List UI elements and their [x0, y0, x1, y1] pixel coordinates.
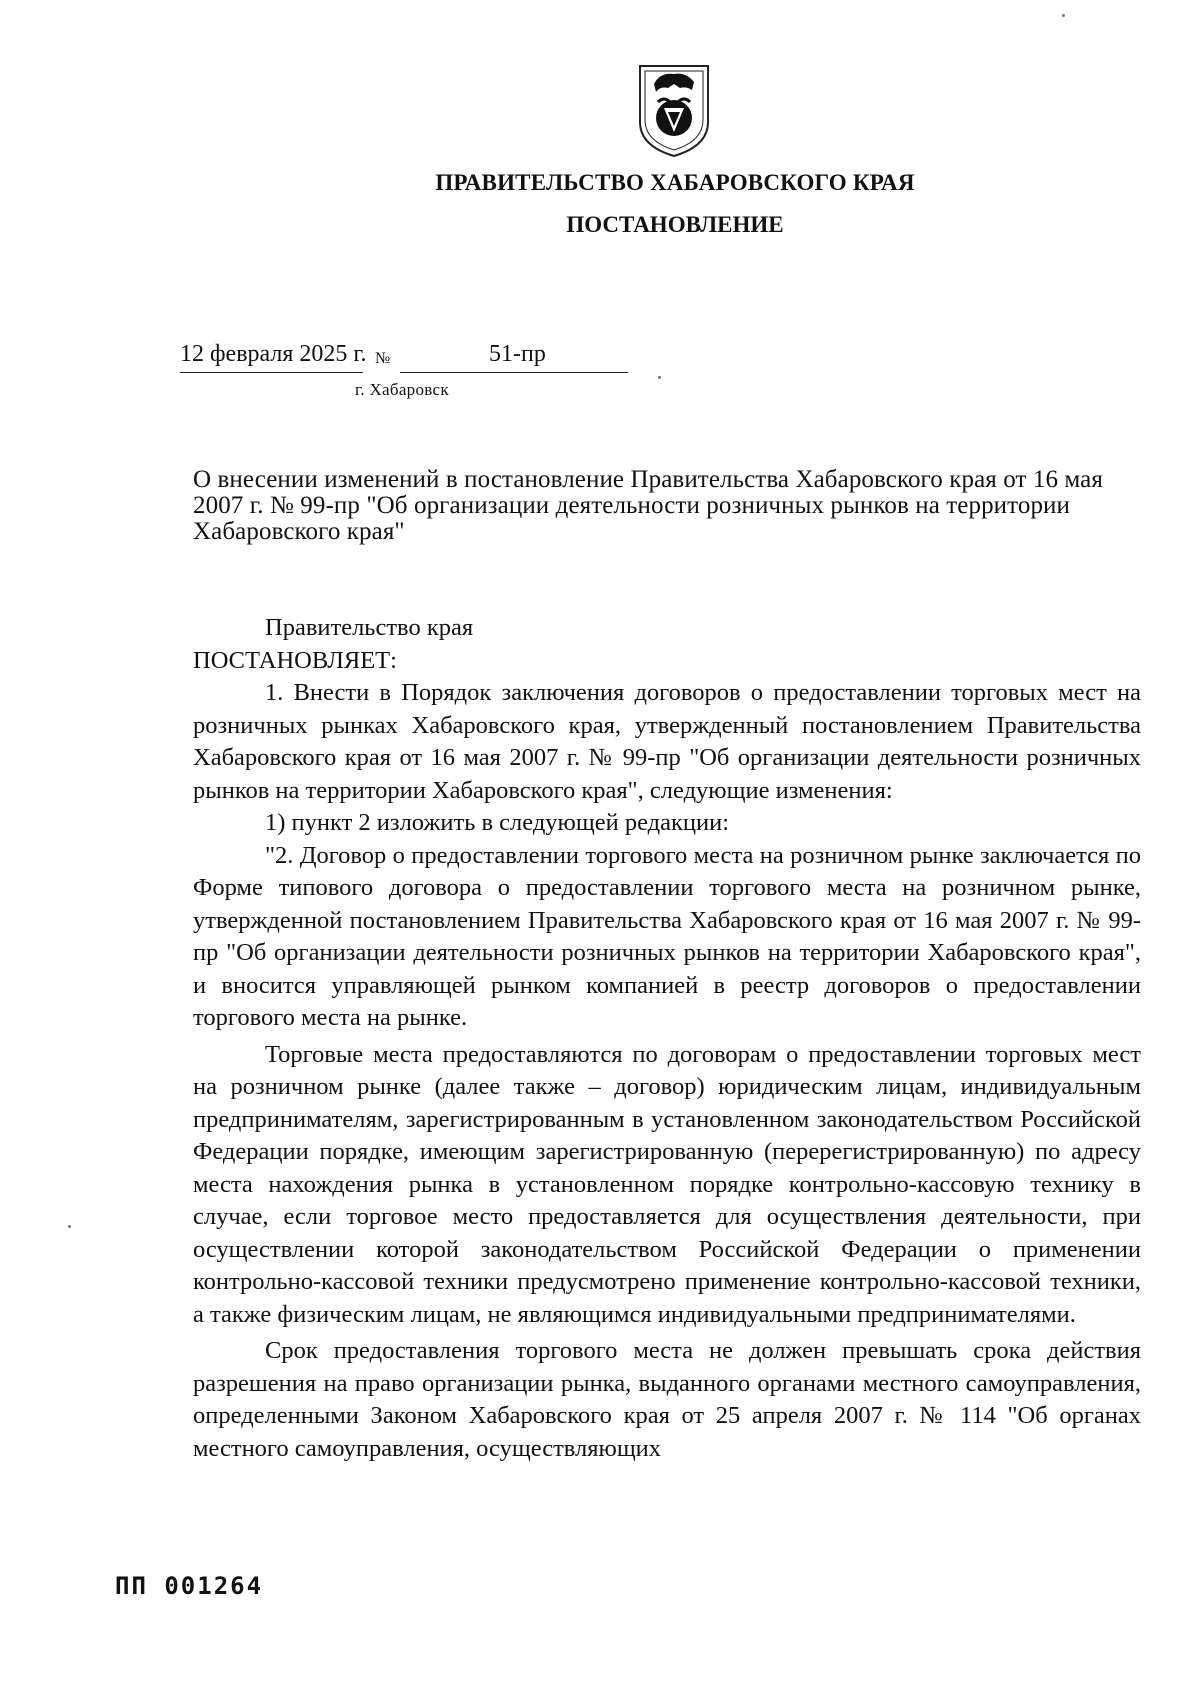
- document-number: 51-пр: [489, 341, 546, 367]
- coat-of-arms-icon: [634, 62, 714, 158]
- scan-speck: [68, 1225, 71, 1228]
- number-underline: [400, 372, 628, 373]
- government-title: ПРАВИТЕЛЬСТВО ХАБАРОВСКОГО КРАЯ: [435, 170, 915, 195]
- document-date: 12 февраля 2025 г.: [180, 341, 367, 367]
- document-subject: О внесении изменений в постановление Правительства Хабаровского края от 16 мая 2007 г. № 99-пр "Об организации деятельности розничных рынков на территории Хабаровского края": [193, 466, 1103, 545]
- document-city: г. Хабаровск: [355, 380, 449, 399]
- scan-speck: [658, 376, 661, 379]
- intro-line: Правительство края: [265, 614, 474, 641]
- scan-speck: [1062, 14, 1065, 17]
- date-underline: [180, 372, 363, 373]
- paragraph-4: Торговые места предоставляются по договорам о предоставлении торговых мест на розничном рынке (далее также – договор) юридическим лицам, индивидуальным предпринимателям, зарегистрированным в установленном законодательством Российской Федерации порядке, имеющим зарегистрированную (перерегистрированную) по адресу места нахождения рынка в установленном порядке контрольно-кассовую технику в случае, если торговое место предоставляется для осуществления деятельности, при осуществлении которой законодательством Российской Федерации о применении контрольно-кассовой техники предусмотрено применение контрольно-кассовой техники, а также физическим лицам, не являющимся индивидуальными предпринимателями.: [193, 1040, 1141, 1328]
- paragraph-2: 1) пункт 2 изложить в следующей редакции:: [265, 809, 730, 836]
- form-serial-code: ПП 001264: [115, 1572, 264, 1600]
- paragraph-5: Срок предоставления торгового места не должен превышать срока действия разрешения на право организации рынка, выданного органами местного самоуправления, определенными Законом Хабаровского края от 25 апреля 2007 г. № 114 "Об органах местного самоуправления, осуществляющих: [193, 1337, 1141, 1462]
- paragraph-1: 1. Внести в Порядок заключения договоров о предоставлении торговых мест на розничных рынках Хабаровского края, утвержденный постановлением Правительства Хабаровского края от 16 мая 2007 г. № 99-пр "Об организации деятельности розничных рынков на территории Хабаровского края", следующие изменения:: [193, 679, 1141, 804]
- document-body: [193, 612, 1141, 1465]
- document-type-title: ПОСТАНОВЛЕНИЕ: [566, 212, 784, 237]
- paragraph-3: "2. Договор о предоставлении торгового места на розничном рынке заключается по Форме типового договора о предоставлении торгового места на розничном рынке, утвержденной постановлением Правительства Хабаровского края от 16 мая 2007 г. № 99-пр "Об организации деятельности розничных рынков на территории Хабаровского края", и вносится управляющей рынком компанией в реестр договоров о предоставлении торгового места на рынке.: [193, 841, 1141, 1031]
- number-sign: №: [375, 350, 391, 367]
- resolves-line: ПОСТАНОВЛЯЕТ:: [193, 646, 397, 674]
